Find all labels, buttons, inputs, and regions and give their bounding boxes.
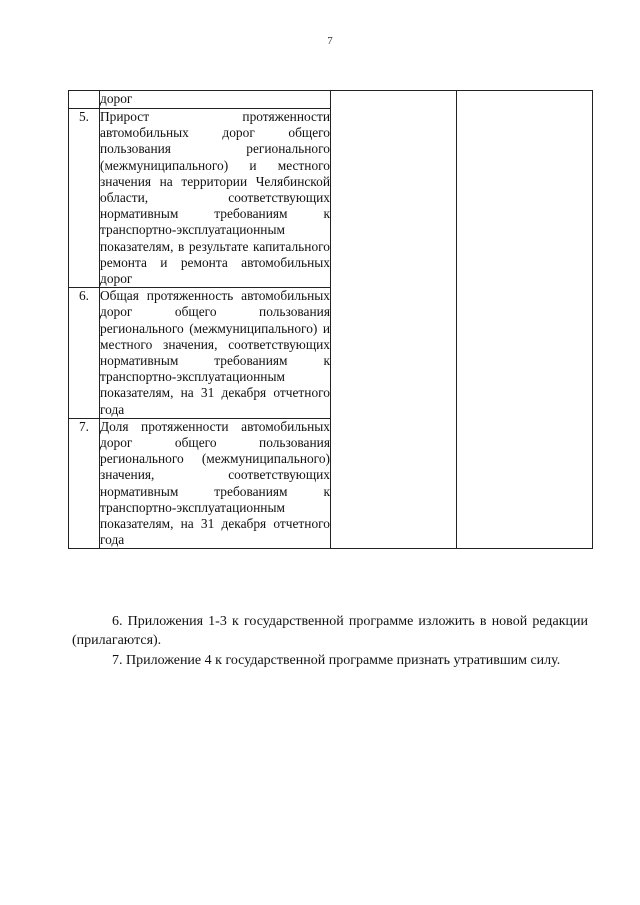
indicator-name-text: Доля протяженности автомобильных дорог общего пользования регионального (межмуниципального) значения, соответствующих нормативным требованиям к транспортно-эксплуатационным показателям, на 31 декабря отчетного года bbox=[100, 418, 330, 548]
page-number: 7 bbox=[327, 35, 333, 47]
empty-value-cell bbox=[331, 91, 457, 549]
row-number-cell: 7. bbox=[69, 418, 100, 549]
indicator-name-cell bbox=[100, 418, 331, 549]
table-row bbox=[69, 91, 593, 109]
indicator-name-text: Общая протяженность автомобильных дорог общего пользования регионального (межмуниципального) и местного значения, соответствующих нормативным требованиям к транспортно-эксплуатационным показателям, на 31 декабря отчетного года bbox=[100, 288, 330, 417]
indicators-table bbox=[68, 90, 593, 549]
row-number-cell: 5. bbox=[69, 109, 100, 288]
paragraph-item-6: 6. Приложения 1-3 к государственной программе изложить в новой редакции (прилагаются). bbox=[72, 614, 588, 648]
indicator-name-text: Прирост протяженности автомобильных дорог общего пользования регионального (межмуниципального) и местного значения на территории Челябинской области, соответствующих нормативным требованиям к транспортно-эксплуатационным показателям, в результате капитального ремонта и ремонта автомобильных дорог bbox=[100, 109, 330, 287]
empty-value-cell bbox=[457, 91, 593, 549]
row-number-cell bbox=[69, 91, 100, 109]
paragraph-item-7: 7. Приложение 4 к государственной программе признать утратившим силу. bbox=[112, 653, 561, 668]
indicator-name-cell bbox=[100, 91, 331, 109]
indicator-name-text: дорог bbox=[100, 91, 133, 106]
indicator-name-cell bbox=[100, 288, 331, 419]
row-number-cell: 6. bbox=[69, 288, 100, 419]
indicator-name-cell bbox=[100, 109, 331, 288]
